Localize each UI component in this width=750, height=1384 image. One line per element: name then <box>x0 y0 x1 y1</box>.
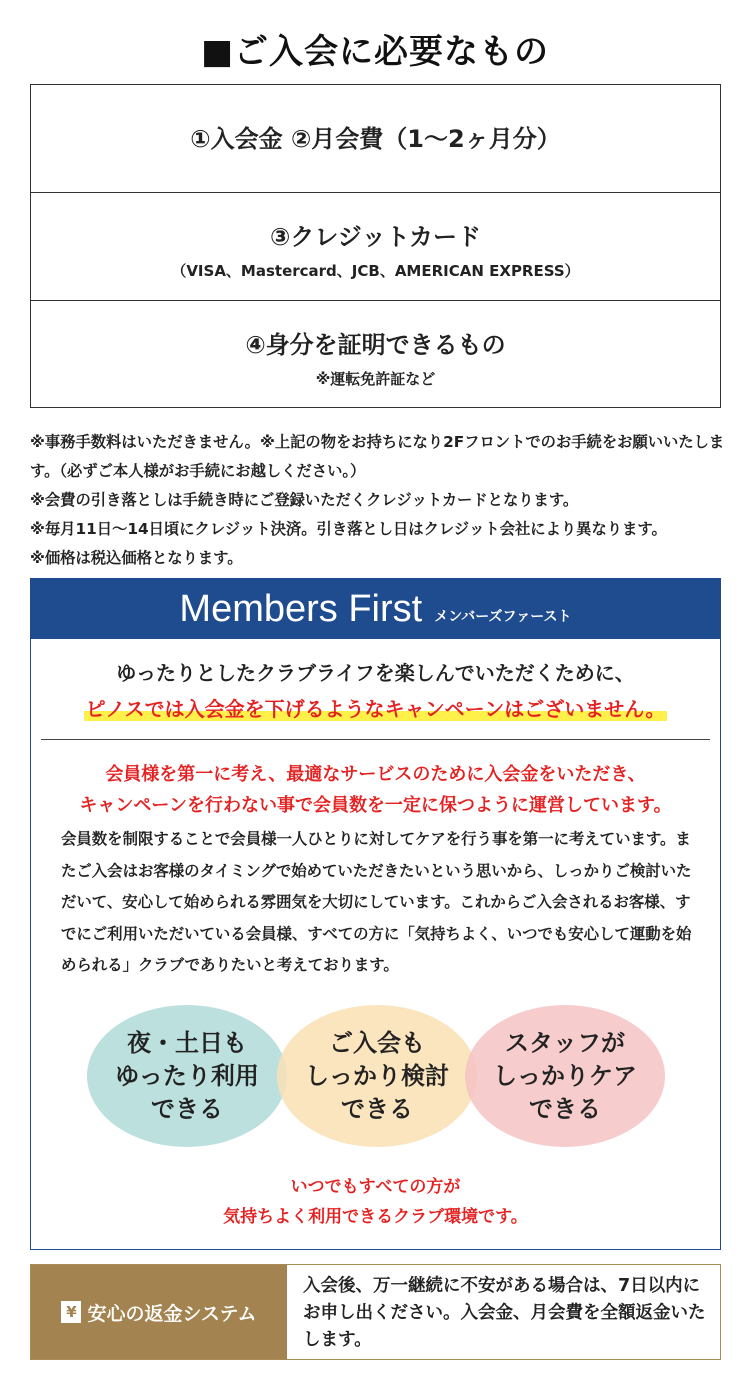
members-first-title: Members First <box>179 588 423 630</box>
members-first-lead: ゆったりとしたクラブライフを楽しんでいただくために、 <box>116 661 635 685</box>
refund-system-box <box>30 1264 721 1360</box>
requirement-credit-card-brands: （VISA、Mastercard、JCB、AMERICAN EXPRESS） <box>171 262 580 280</box>
requirement-credit-card-label: ③クレジットカード <box>270 223 481 251</box>
benefit-circle-staff-care <box>465 1005 665 1147</box>
members-first-closing <box>31 1172 720 1232</box>
closing-line: いつでもすべての方が <box>290 1177 461 1197</box>
requirement-id-example: ※運転免許証など <box>315 370 436 388</box>
note-item: ※価格は税込価格となります。 <box>30 549 243 567</box>
benefit-circle-text: ご入会も しっかり検討 できる <box>305 1028 449 1123</box>
requirement-row-id <box>31 301 720 407</box>
benefit-circle-text: 夜・土日も ゆったり利用 できる <box>115 1028 259 1123</box>
refund-system-title: 安心の返金システム <box>87 1302 257 1325</box>
requirement-fees-label: ①入会金 ②月会費（1～2ヶ月分） <box>190 125 561 153</box>
page-title: ■ご入会に必要なもの <box>200 32 550 72</box>
requirement-row-fees <box>31 85 720 193</box>
members-first-subtitle: メンバーズファースト <box>434 609 572 625</box>
members-first-body: 会員数を制限することで会員様一人ひとりに対してケアを行う事を第一に考えています。またご入会はお客様のタイミングで始めていただきたいという思いから、しっかりご検討いただいて、安心して始められる雰囲気を大切にしています。これからご入会されるお客様、すでにご利用いただいている会員様、すべての方に「気持ちよく、いつでも安心して運動を始められる」クラブでありたいと考えております。 <box>61 830 692 974</box>
members-first-policy <box>31 759 720 821</box>
benefit-circle-consideration <box>277 1005 477 1147</box>
members-first-highlight-text: ピノスでは入会金を下げるようなキャンペーンはございません。 <box>85 697 666 721</box>
members-first-highlight-line <box>31 693 720 722</box>
closing-line: 気持ちよく利用できるクラブ環境です。 <box>223 1207 528 1227</box>
benefit-circle-text: スタッフが しっかりケア できる <box>493 1028 637 1123</box>
requirement-id-label: ④身分を証明できるもの <box>245 331 506 359</box>
note-item: ※毎月11日～14日頃にクレジット決済。引き落とし日はクレジット会社により異なります。 <box>30 520 667 538</box>
note-item: ※事務手数料はいただきません。※上記の物をお持ちになり2Fフロントでのお手続をお願いいたします。（必ずご本人様がお手続にお越しください。） <box>30 433 725 480</box>
benefit-circle-night-weekend <box>87 1005 287 1147</box>
refund-system-description: 入会後、万一継続に不安がある場合は、7日以内にお申し出ください。入会金、月会費を全額返金いたします。 <box>303 1276 706 1350</box>
members-first-header <box>31 579 720 639</box>
divider <box>41 739 710 740</box>
yen-icon: ¥ <box>61 1301 81 1323</box>
members-first-section <box>30 578 721 1250</box>
note-item: ※会費の引き落としは手続き時にご登録いただくクレジットカードとなります。 <box>30 491 579 509</box>
notes-list <box>30 428 730 573</box>
requirements-table <box>30 84 721 408</box>
refund-system-label <box>31 1265 287 1359</box>
policy-line: キャンペーンを行わない事で会員数を一定に保つように運営しています。 <box>79 795 672 816</box>
requirement-row-credit-card <box>31 193 720 301</box>
policy-line: 会員様を第一に考え、最適なサービスのために入会金をいただき、 <box>105 764 646 785</box>
